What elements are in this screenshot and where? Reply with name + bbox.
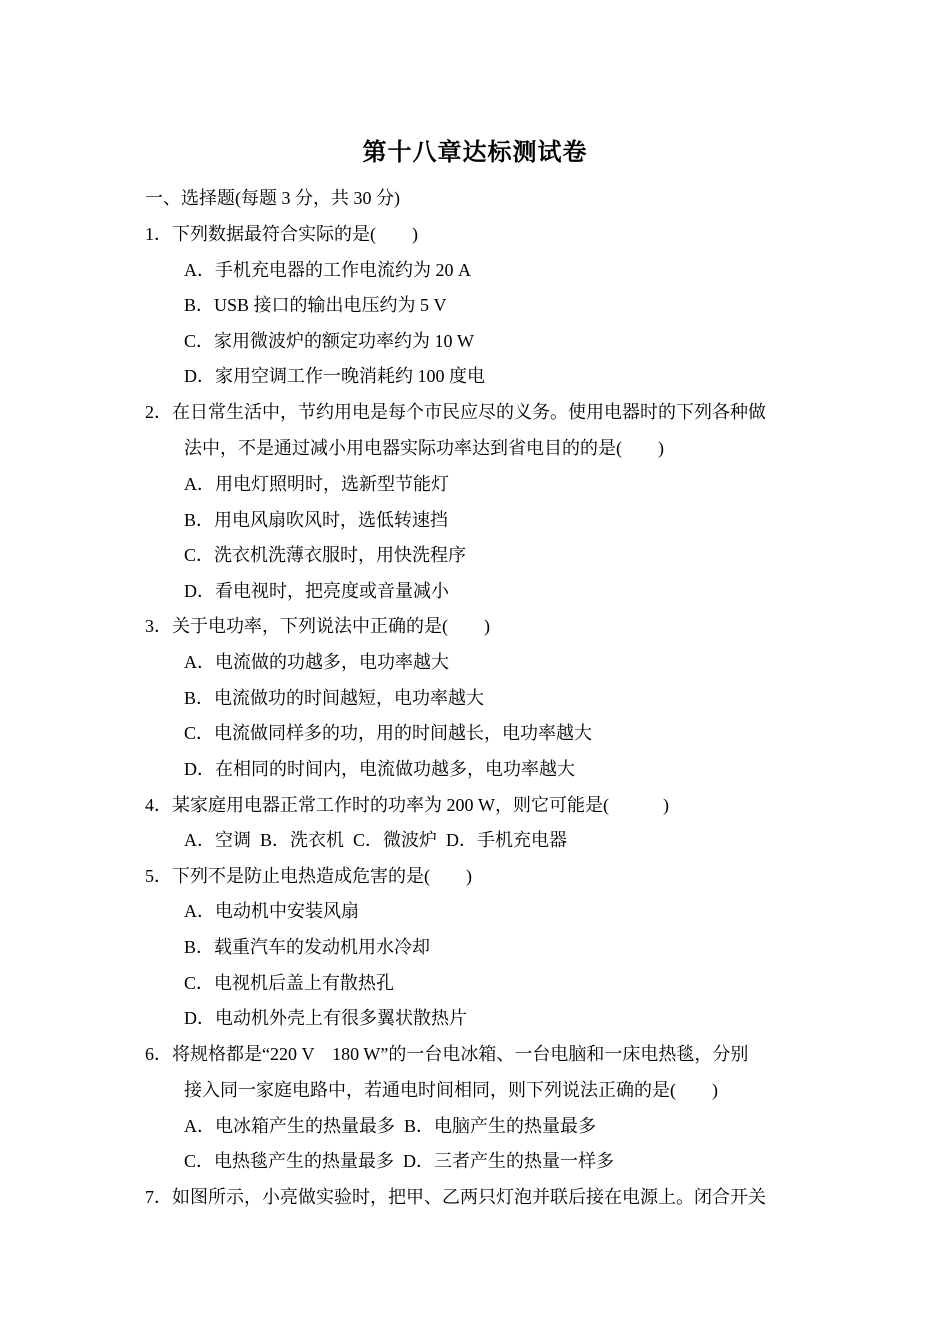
- option-3c: C．电流做同样多的功，用的时间越长，电功率越大: [184, 723, 593, 743]
- option-1d: D．家用空调工作一晚消耗约 100 度电: [184, 366, 485, 386]
- option-5d: D．电动机外壳上有很多翼状散热片: [184, 1008, 467, 1028]
- question-2-cont: 法中，不是通过减小用电器实际功率达到省电目的的是( ): [184, 438, 664, 458]
- option-5b: B．载重汽车的发动机用水冷却: [184, 937, 431, 957]
- option-5c: C．电视机后盖上有散热孔: [184, 973, 395, 993]
- options-4: A．空调 B．洗衣机 C．微波炉 D．手机充电器: [184, 830, 568, 850]
- option-2a: A．用电灯照明时，选新型节能灯: [184, 474, 449, 494]
- question-6: 6．将规格都是“220 V 180 W”的一台电冰箱、一台电脑和一床电热毯，分别: [145, 1044, 749, 1064]
- section-heading: 一、选择题(每题 3 分，共 30 分): [145, 188, 400, 208]
- question-7: 7．如图所示，小亮做实验时，把甲、乙两只灯泡并联后接在电源上。闭合开关: [145, 1187, 766, 1207]
- question-5: 5．下列不是防止电热造成危害的是( ): [145, 866, 472, 886]
- page-title: 第十八章达标测试卷: [362, 140, 588, 166]
- option-1c: C．家用微波炉的额定功率约为 10 W: [184, 331, 474, 351]
- option-2d: D．看电视时，把亮度或音量减小: [184, 581, 449, 601]
- question-1: 1．下列数据最符合实际的是( ): [145, 224, 418, 244]
- option-1b: B．USB 接口的输出电压约为 5 V: [184, 295, 447, 315]
- option-2b: B．用电风扇吹风时，选低转速挡: [184, 510, 449, 530]
- option-2c: C．洗衣机洗薄衣服时，用快洗程序: [184, 545, 467, 565]
- options-6cd: C．电热毯产生的热量最多 D．三者产生的热量一样多: [184, 1151, 615, 1171]
- question-2: 2．在日常生活中，节约用电是每个市民应尽的义务。使用电器时的下列各种做: [145, 402, 766, 422]
- option-1a: A．手机充电器的工作电流约为 20 A: [184, 260, 471, 280]
- option-5a: A．电动机中安装风扇: [184, 901, 359, 921]
- option-3b: B．电流做功的时间越短，电功率越大: [184, 688, 485, 708]
- question-4: 4．某家庭用电器正常工作时的功率为 200 W，则它可能是( ): [145, 795, 669, 815]
- option-3a: A．电流做的功越多，电功率越大: [184, 652, 449, 672]
- question-6-cont: 接入同一家庭电路中，若通电时间相同，则下列说法正确的是( ): [184, 1080, 718, 1100]
- question-3: 3．关于电功率，下列说法中正确的是( ): [145, 616, 490, 636]
- options-6ab: A．电冰箱产生的热量最多 B．电脑产生的热量最多: [184, 1116, 597, 1136]
- option-3d: D．在相同的时间内，电流做功越多，电功率越大: [184, 759, 575, 779]
